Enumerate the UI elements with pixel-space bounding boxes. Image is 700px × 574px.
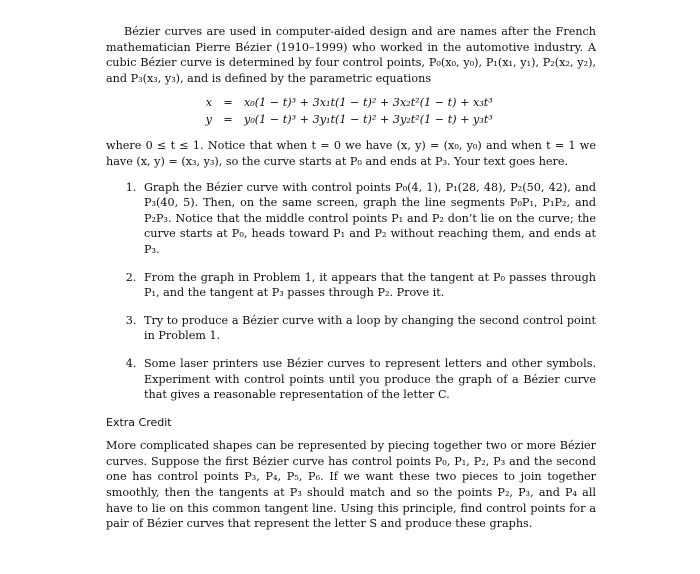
extra-credit-paragraph: More complicated shapes can be represented by piecing together two or more Bézier curves. Suppose the first Bézier curve has control points P₀, P₁, P₂, P₃ and the second one has control points P₃, P₄, P₅, P₆. If we want these two pieces to join together smoothly, then the tangents at P₃ should match and so the points P₂, P₃, and P₄ all have to lie on this common tangent line. Using this principle, find control points for a pair of Bézier curves that represent the letter S and produce these graphs.	[106, 439, 596, 531]
extra-credit-title: Extra Credit	[106, 415, 172, 429]
equation-rhs: x₀(1 − t)³ + 3x₁t(1 − t)² + 3x₂t²(1 − t) + x₃t³	[244, 96, 493, 110]
problem-item-1: 1. Graph the Bézier curve with control points P₀(4, 1), P₁(28, 48), P₂(50, 42), and P₃(40, 5). Then, on the same screen, graph the line segments P₀P₁, P₁P₂, and P₂P₃. Notice that the middle control points P₁ and P₂ don’t lie on the curve; the curve starts at P₀, heads toward P₁ and P₂ without reaching them, and ends at P₃.	[140, 180, 596, 258]
problem-item-2: 2. From the graph in Problem 1, it appears that the tangent at P₀ passes through P₁, and the tangent at P₃ passes through P₂. Prove it.	[140, 270, 596, 301]
problem-list	[106, 180, 596, 403]
parametric-equations	[196, 94, 596, 128]
after-equations-paragraph: where 0 ≤ t ≤ 1. Notice that when t = 0 we have (x, y) = (x₀, y₀) and when t = 1 we have (x, y) = (x₃, y₃), so the curve starts at P₀ and ends at P₃. Your text goes here.	[106, 139, 596, 168]
equation-x	[196, 94, 596, 111]
equation-rhs: y₀(1 − t)³ + 3y₁t(1 − t)² + 3y₂t²(1 − t) + y₃t³	[244, 113, 493, 127]
document-page	[106, 24, 596, 532]
problem-item-4: 4. Some laser printers use Bézier curves to represent letters and other symbols. Experiment with control points until you produce the graph of a Bézier curve that gives a reasonable representation of the letter C.	[140, 356, 596, 403]
equation-sign: =	[223, 113, 233, 127]
equation-lhs: x	[205, 96, 212, 110]
equation-sign: =	[223, 96, 233, 110]
equation-lhs: y	[205, 113, 212, 127]
equation-y	[196, 111, 596, 128]
problem-item-3: 3. Try to produce a Bézier curve with a loop by changing the second control point in Problem 1.	[140, 313, 596, 344]
intro-paragraph: Bézier curves are used in computer-aided design and are names after the French mathematician Pierre Bézier (1910–1999) who worked in the automotive industry. A cubic Bézier curve is determined by four control points, P₀(x₀, y₀), P₁(x₁, y₁), P₂(x₂, y₂), and P₃(x₃, y₃), and is defined by the parametric equations	[106, 25, 596, 85]
